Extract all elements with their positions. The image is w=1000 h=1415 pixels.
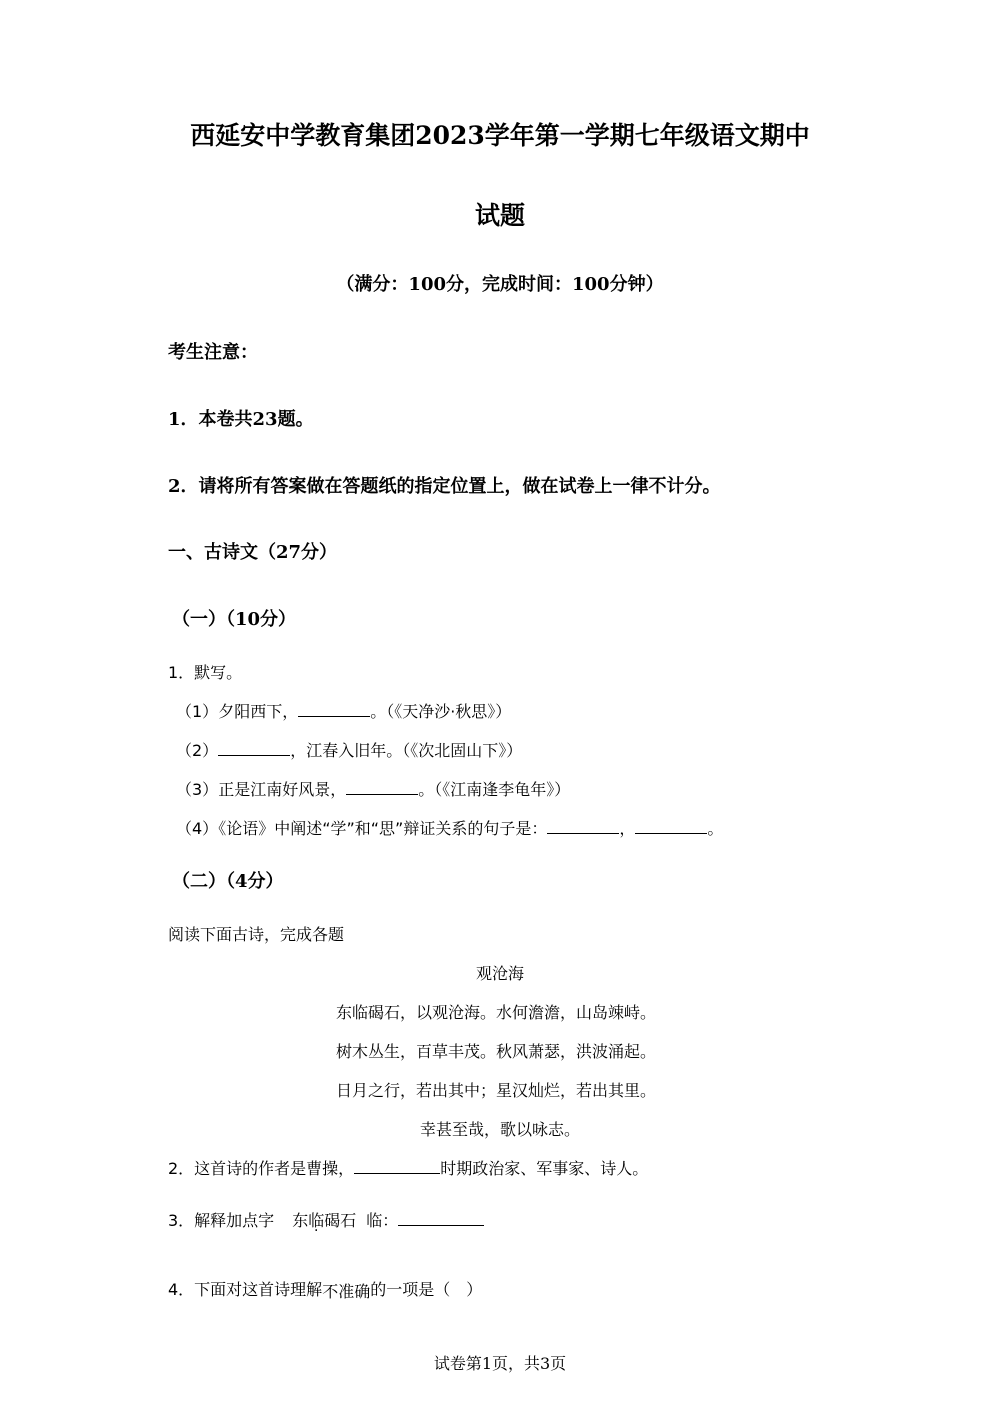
part-heading: （一）（10分）: [172, 609, 297, 630]
notice-item: 2．请将所有答案做在答题纸的指定位置上，做在试卷上一律不计分。: [168, 476, 721, 497]
exam-title-line2: 试题: [474, 201, 525, 230]
answer-blank[interactable]: [298, 702, 370, 717]
question-3: 3．解释加点字 东临碣石 临：: [168, 1208, 484, 1231]
exam-subtitle: （满分：100分，完成时间：100分钟）: [336, 274, 664, 295]
answer-blank[interactable]: [346, 780, 418, 795]
question-4: 4．下面对这首诗理解不准确的一项是（ ）: [168, 1280, 483, 1301]
emphasis-not-accurate: 不准确: [322, 1282, 371, 1301]
notice-heading: 考生注意：: [168, 342, 258, 363]
dictation-item: （1）夕阳西下， 。（《天净沙·秋思》）: [176, 702, 512, 721]
part-heading: （二）（4分）: [172, 871, 284, 892]
page-footer: 试卷第1页，共3页: [433, 1354, 567, 1373]
question-2: 2．这首诗的作者是曹操， 时期政治家、军事家、诗人。: [168, 1159, 649, 1178]
dictation-item: （2） ，江春入旧年。（《次北固山下》）: [176, 741, 523, 760]
poem-line: 树木丛生，百草丰茂。秋风萧瑟，洪波涌起。: [335, 1042, 656, 1061]
dictation-item: （3）正是江南好风景， 。（《江南逢李龟年》）: [176, 780, 571, 799]
question-1: 1．默写。: [168, 663, 243, 682]
answer-blank[interactable]: [218, 741, 290, 756]
answer-blank[interactable]: [398, 1211, 484, 1226]
poem-line: 东临碣石，以观沧海。水何澹澹，山岛竦峙。: [335, 1003, 656, 1022]
reading-intro: 阅读下面古诗，完成各题: [168, 925, 345, 944]
dotted-character: 临: [308, 1211, 325, 1230]
answer-blank[interactable]: [547, 819, 619, 834]
notice-item: 1．本卷共23题。: [168, 409, 314, 430]
dictation-item: （4）《论语》中阐述“学”和“思”辩证关系的句子是： ， 。: [176, 819, 724, 838]
poem-line: 幸甚至哉，歌以咏志。: [419, 1120, 580, 1139]
poem-line: 日月之行，若出其中；星汉灿烂，若出其里。: [335, 1081, 656, 1100]
answer-blank[interactable]: [354, 1159, 440, 1174]
section-heading: 一、古诗文（27分）: [168, 542, 338, 563]
answer-blank[interactable]: [635, 819, 707, 834]
exam-title-line1: 西延安中学教育集团2023学年第一学期七年级语文期中: [190, 121, 810, 150]
poem-title: 观沧海: [475, 964, 524, 983]
